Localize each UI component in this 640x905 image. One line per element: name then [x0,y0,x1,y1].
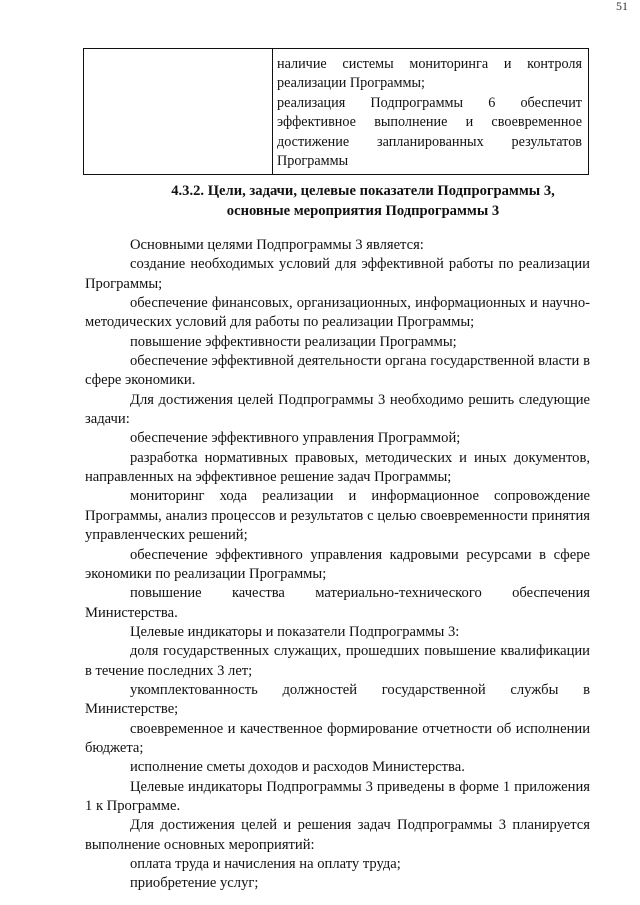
table-cell-text [273,49,589,175]
table-cell-paragraph: реализация Подпрограммы 6 обеспечит эффективное выполнение и своевременное достижение запланированных результатов Программы [277,94,582,170]
paragraph: повышение эффективности реализации Программы; [130,333,457,350]
paragraph: обеспечение финансовых, организационных, информационных и научно-методических условий для работы по реализации Программы; [85,295,590,331]
paragraph: исполнение сметы доходов и расходов Министерства. [130,759,465,776]
paragraph: обеспечение эффективной деятельности органа государственной власти в сфере экономики. [85,353,590,389]
paragraph: Целевые индикаторы и показатели Подпрограммы 3: [130,623,460,640]
paragraph: укомплектованность должностей государственной службы в Министерстве; [85,681,590,718]
paragraph: своевременное и качественное формирование отчетности об исполнении бюджета; [85,720,590,756]
paragraph: обеспечение эффективного управления Программой; [130,430,461,447]
paragraph: оплата труда и начисления на оплату труда; [130,856,401,872]
paragraph: Целевые индикаторы Подпрограммы 3 приведены в форме 1 приложения 1 к Программе. [85,778,590,814]
continuation-table [83,48,589,175]
paragraph: разработка нормативных правовых, методических и иных документов, направленных на эффективное решение задач Программы; [85,449,590,486]
paragraph: Для достижения целей и решения задач Подпрограммы 3 планируется выполнение основных мероприятий: [85,817,590,853]
paragraph: создание необходимых условий для эффективной работы по реализации Программы; [85,256,590,292]
paragraph: обеспечение эффективного управления кадровыми ресурсами в сфере экономики по реализации Программы; [85,546,590,582]
section-heading-line: основные мероприятия Подпрограммы 3 [226,202,500,219]
paragraph: повышение качества материально-технического обеспечения Министерства. [85,585,590,621]
table-row [84,49,589,175]
section-heading-line: 4.3.2. Цели, задачи, целевые показатели Подпрограммы 3, [171,183,555,199]
paragraph: Для достижения целей Подпрограммы 3 необходимо решить следующие задачи: [85,391,590,428]
body-text [85,236,590,894]
paragraph: Основными целями Подпрограммы 3 является: [130,237,424,253]
paragraph: приобретение услуг; [130,875,259,892]
paragraph: мониторинг хода реализации и информационное сопровождение Программы, анализ процессов и результатов с целью своевременности принятия управленческих решений; [85,488,590,544]
section-heading [83,182,640,221]
page-number: 51 [616,0,628,13]
table-cell-paragraph: наличие системы мониторинга и контроля реализации Программы; [277,56,582,92]
table-cell-empty [84,49,273,175]
paragraph: доля государственных служащих, прошедших повышение квалификации в течение последних 3 лет; [85,643,590,679]
